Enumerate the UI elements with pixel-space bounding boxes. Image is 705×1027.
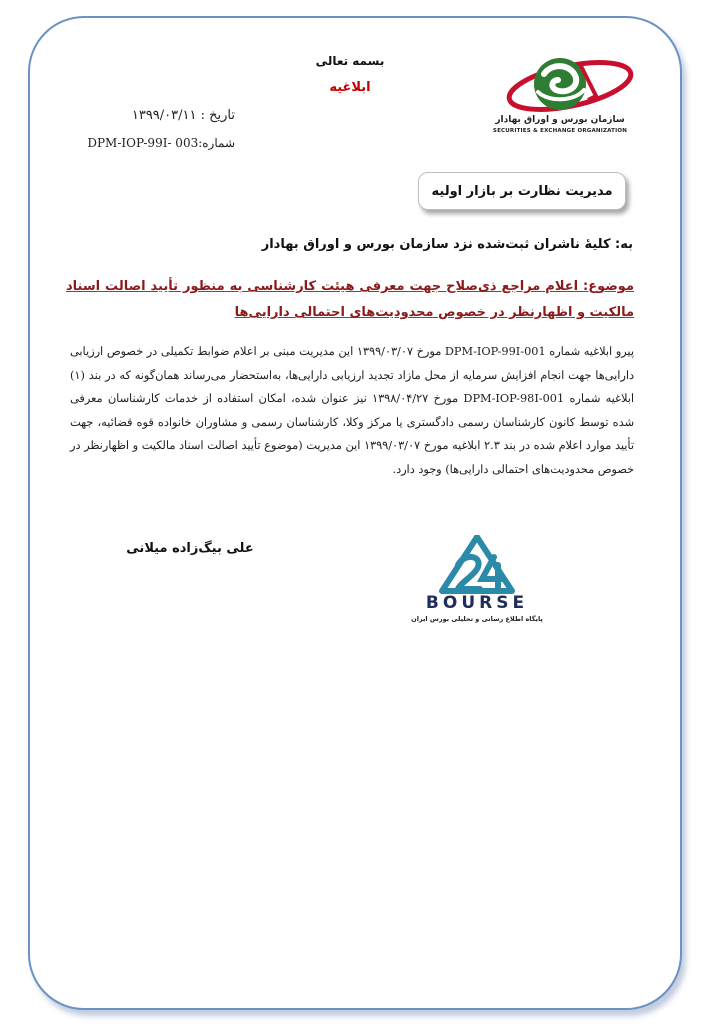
org-name-fa: سازمان بورس و اوراق بهادار	[495, 115, 625, 125]
subject-text: اعلام مراجع ذی‌صلاح جهت معرفی هیئت کارشناسی به منظور تأیید اصالت اسناد مالکیت و اظهارنظر در خصوص محدودیت‌های احتمالی دارایی‌ها	[66, 279, 634, 320]
bismillah-heading: بسمه تعالی	[315, 54, 385, 68]
recipient-line: به: کلیهٔ ناشران ثبت‌شده نزد سازمان بورس و اوراق بهادار	[261, 237, 633, 252]
subject-label: موضوع:	[583, 279, 634, 294]
department-box: مدیریت نظارت بر بازار اولیه	[418, 172, 626, 210]
org-name-en: SECURITIES & EXCHANGE ORGANIZATION	[492, 128, 628, 134]
subject-line	[66, 274, 634, 326]
letter-number: شماره:DPM-IOP-99I- 003	[87, 136, 235, 150]
signer-name: علی بیگ‌زاده میلانی	[126, 541, 254, 556]
document-type: ابلاغیه	[329, 80, 371, 95]
bourse-wordmark: BOURSE	[425, 593, 529, 613]
bourse-caption: پایگاه اطلاع رسانی و تحلیلی بورس ایران	[411, 615, 543, 623]
page-frame	[28, 16, 682, 1010]
letter-date: تاریخ : ۱۳۹۹/۰۳/۱۱	[131, 108, 235, 123]
body-paragraph: پیرو ابلاغیه شماره DPM-IOP-99I-001 مورخ ۱۳۹۹/۰۳/۰۷ این مدیریت مبنی بر اعلام ضوابط تکمیلی در خصوص ارزیابی دارایی‌ها جهت انجام افزایش سرمایه از محل مازاد تجدید ارزیابی دارایی‌ها، به‌استحضار می‌رساند همان‌گونه که در بند (۱) ابلاغیه شماره DPM-IOP-98I-001 مورخ ۱۳۹۸/۰۴/۲۷ نیز عنوان شده، امکان استفاده از خدمات کارشناسان معرفی شده توسط کانون کارشناسان رسمی دادگستری یا مرکز وکلا، کارشناسان رسمی و مشاوران خانواده قوه قضائیه، جهت تأیید موارد اعلام شده در بند ۲.۳ ابلاغیه مورخ ۱۳۹۹/۰۳/۰۷ این مدیریت (موضوع تأیید اصالت اسناد مالکیت و اظهارنظر در خصوص محدودیت‌های احتمالی دارایی‌ها) وجود دارد.	[70, 345, 635, 476]
